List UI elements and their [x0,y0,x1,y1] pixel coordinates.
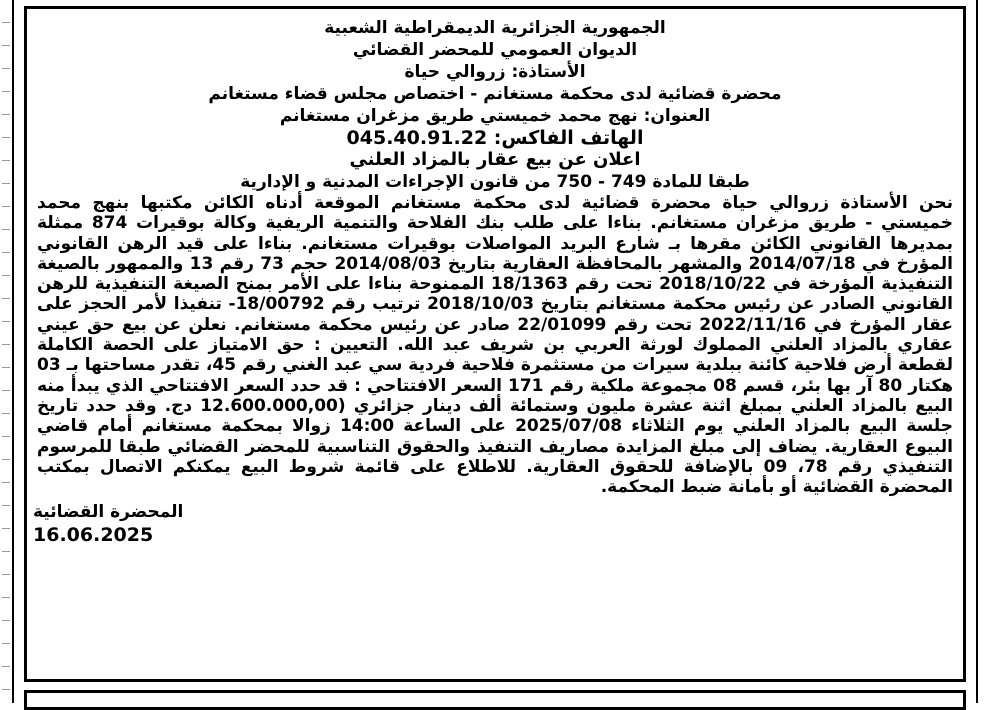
notice-body: نحن الأستاذة زروالي حياة محضرة قضائية لدى محكمة مستغانم الموقعة أدناه الكائن مكتبها بنهج محمد خميستي - طريق مزغران مستغانم. بناءا على طلب بنك الفلاحة والتنمية الريفية وكالة بوقيرات 874 ممثلة بمديرها القانوني الكائن مقرها بـ شارع البريد المواصلات بوقيرات مستغانم. بناءا على قيد الرهن القانوني المؤرخ في 2014/07/18 والمشهر بالمحافظة العقارية بتاريخ 2014/08/03 حجم 73 رقم 13 والممهور بالصيغة التنفيذية المؤرخة في 2018/10/22 تحت رقم 18/1363 الممنوحة بناءا على الأمر بمنح الصيغة التنفيذية للرهن القانوني الصادر عن رئيس محكمة مستغانم بتاريخ 2018/10/03 ترتيب رقم 18/00792- تنفيذا لأمر الحجز على عقار المؤرخ في 2022/11/16 تحت رقم 22/01099 صادر عن رئيس محكمة مستغانم. نعلن عن بيع حق عيني عقاري بالمزاد العلني المملوك لورثة العربي بن شريف عبد الله. التعيين : حق الامتياز على الحصة الكاملة لقطعة أرض فلاحية كائنة ببلدية سيرات من مستثمرة فلاحية فردية سي عبد الغني رقم 45، تقدر مساحتها بـ 03 هكتار 80 آر بها بئر، قسم 08 مجموعة ملكية رقم 171 السعر الافتتاحي : قد حدد السعر الافتتاحي الذي يبدأ منه البيع بالمزاد العلني بمبلغ اثنة عشرة مليون وستمائة ألف دينار جزائري (12.600.000,00 دج. وقد حدد تاريخ جلسة البيع بالمزاد العلني يوم الثلاثاء 2025/07/08 على الساعة 14:00 زوالا بمحكمة مستغانم أمام قاضي البيوع العقارية. يضاف إلى مبلغ المزايدة مصاريف التنفيذ والحقوق التناسبية للمحضر القضائي طبقا للمرسوم التنفيذي رقم 78، 09 بالإضافة للحقوق العقارية. للاطلاع على قائمة شروط البيع يمكنكم الاتصال بمكتب المحضرة القضائية أو بأمانة ضبط المحكمة. [37,193,954,498]
notice-title: اعلان عن بيع عقار بالمزاد العلني [349,149,641,170]
address: العنوان: نهج محمد خميستي طريق مزغران مستغانم [279,106,711,126]
republic-name: الجمهورية الجزائرية الديمقراطية الشعبية [324,18,666,38]
notice-header [27,17,963,193]
notice-date: 16.06.2025 [33,524,154,547]
phone-label: الهاتف الفاكس: [493,127,644,149]
adjacent-column-left [0,0,14,703]
bailiff-name: الأستاذة: زروالي حياة [404,62,586,82]
next-notice-box [24,690,966,710]
phone-line [27,127,963,149]
legal-notice-box [24,6,966,682]
adjacent-column-right [976,0,1000,703]
legal-basis: طبقا للمادة 749 - 750 من قانون الإجراءات المدنية و الإدارية [240,172,750,192]
office-name: الديوان العمومي للمحضر القضائي [352,40,638,60]
phone-number: 045.40.91.22 [346,127,488,149]
jurisdiction: محضرة قضائية لدى محكمة مستغانم - اختصاص مجلس قضاء مستغانم [208,84,782,104]
signature: المحضرة القضائية [33,502,184,523]
notice-footer [27,501,963,547]
